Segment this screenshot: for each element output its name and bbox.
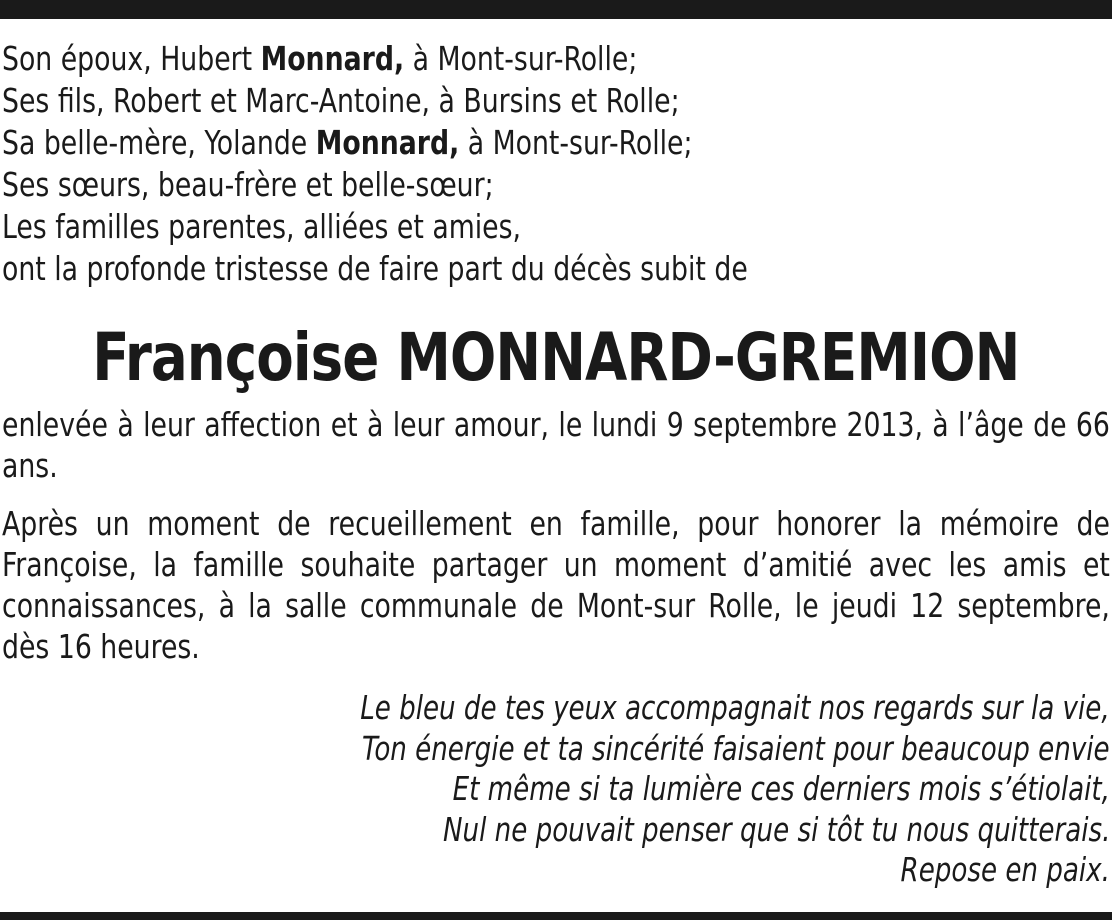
family-line-spouse <box>2 38 1112 80</box>
poem-line <box>2 729 1110 770</box>
family-line-mother-in-law <box>2 122 1112 164</box>
poem-line-text: Le bleu de tes yeux accompagnait nos regards sur la vie, <box>360 688 1110 727</box>
poem-line-text: Et même si ta lumière ces derniers mois s’étiolait, <box>452 769 1110 808</box>
poem-line <box>2 688 1110 729</box>
family-line-mother-in-law-place: à Mont-sur-Rolle; <box>459 123 693 162</box>
death-paragraph-text: enlevée à leur affection et à leur amour, le lundi 9 septembre 2013, à l’âge de 66 ans. <box>2 405 1110 485</box>
family-line-siblings: Ses sœurs, beau-frère et belle-sœur; <box>2 165 494 204</box>
death-paragraph <box>2 404 1110 486</box>
family-line-announcement: ont la profonde tristesse de faire part du décès subit de <box>2 249 748 288</box>
family-name-bold: Monnard, <box>260 39 405 78</box>
top-border-rule <box>0 0 1112 19</box>
family-line-sons: Ses fils, Robert et Marc-Antoine, à Bursins et Rolle; <box>2 81 680 120</box>
poem-line <box>2 769 1110 810</box>
family-line-mother-in-law-text: Sa belle-mère, Yolande <box>2 123 316 162</box>
family-list <box>2 38 1112 290</box>
deceased-name <box>2 318 1110 398</box>
ceremony-paragraph <box>2 503 1110 667</box>
poem-line-text: Repose en paix. <box>900 850 1110 889</box>
family-line-relatives: Les familles parentes, alliées et amies, <box>2 207 522 246</box>
death-notice <box>2 38 1110 889</box>
deceased-name-text: Françoise MONNARD-GREMION <box>92 319 1020 396</box>
poem-line-text: Ton énergie et ta sincérité faisaient pour beaucoup envie <box>362 728 1110 768</box>
bottom-border-rule <box>0 912 1112 920</box>
poem-line-text: Nul ne pouvait penser que si tôt tu nous quitterais. <box>442 809 1110 849</box>
family-line-spouse-text: Son époux, Hubert <box>2 39 261 78</box>
ceremony-paragraph-text: Après un moment de recueillement en famille, pour honorer la mémoire de Françoise, la famille souhaite partager un moment d’amitié avec les amis et connaissances, à la salle communale de Mont-sur Rolle, le jeudi 12 septembre, dès 16 heures. <box>2 504 1110 666</box>
family-line-spouse-place: à Mont-sur-Rolle; <box>404 39 638 78</box>
poem-line <box>2 850 1110 891</box>
poem-line <box>2 810 1110 851</box>
poem <box>2 688 1110 891</box>
family-name-bold: Monnard, <box>315 123 460 162</box>
